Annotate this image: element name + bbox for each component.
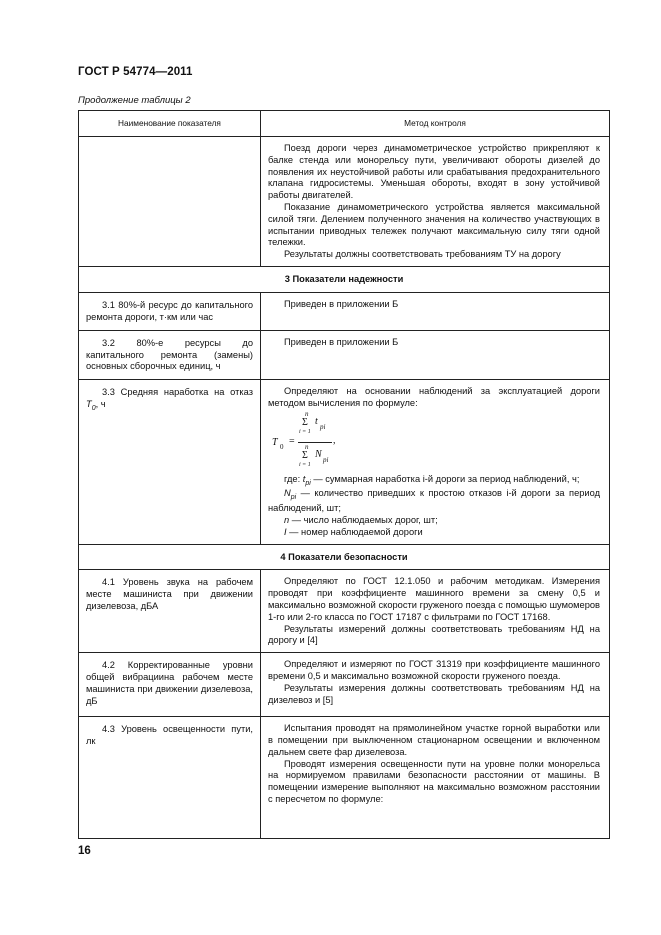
formula-upper-n: n <box>305 442 309 451</box>
formula-sigma: Σ <box>302 416 308 428</box>
section-row <box>79 266 610 292</box>
mtbf-formula <box>272 411 600 471</box>
method-cell <box>261 380 610 544</box>
method-paragraph: Испытания проводят на прямолинейном участке горной выработки или в помещении при выключенном стационарном освещении и включенном дальнем свете фар дизелевоза. <box>268 723 600 757</box>
indicator-name: 4.2 Корректированные уровни общей вибрациина рабочем месте машиниста при движении дизелевоза, дБ <box>79 653 261 717</box>
method-paragraph: Определяют по ГОСТ 12.1.050 и рабочим методикам. Измерения проводят при коэффициенте машинного времени за смену 0,5 и максимально возможной скорости груженого поезда с помощью шумомеров 1-го или 2-го класса по ГОСТ 17187 с фильтрами по ГОСТ 17168. <box>268 576 600 622</box>
indicator-name: 4.3 Уровень освещенности пути, лк <box>79 717 261 839</box>
section-row <box>79 544 610 570</box>
formula-num-var: t <box>315 415 318 427</box>
method-cell <box>261 292 610 330</box>
method-cell <box>261 653 610 717</box>
where-line: I — номер наблюдаемой дороги <box>284 526 423 537</box>
table-row <box>79 292 610 330</box>
formula-upper-n: n <box>305 409 309 418</box>
column-header-method: Метод контроля <box>261 111 610 137</box>
formula-sigma: Σ <box>302 449 308 461</box>
method-paragraph: Результаты измерений должны соответствовать требованиям НД на дорогу и [4] <box>268 623 600 646</box>
where-line: $N_{pi}$ — количество приведших к простою отказов i-й дороги за период наблюдений, шт; <box>268 488 600 514</box>
section-title-safety: 4 Показатели безопасности <box>79 544 610 570</box>
method-cell <box>261 717 610 839</box>
document-header: ГОСТ Р 54774—2011 <box>78 66 193 78</box>
method-paragraph: Приведен в приложении Б <box>284 298 399 309</box>
formula-lower-index: i = 1 <box>299 461 311 468</box>
indicator-name: 4.1 Уровень звука на рабочем месте машиниста при движении дизелевоза, дБА <box>79 570 261 653</box>
formula-fraction-bar <box>298 442 332 443</box>
section-title-reliability: 3 Показатели надежности <box>79 266 610 292</box>
formula-comma: , <box>333 434 336 446</box>
method-paragraph: Проводят измерения освещенности пути на уровне полки монорельса на нормируемом правилами безопасности расстоянии от машины. В помещении измерение выполняют на максимально возможном расстоянии с пересчетом по формуле: <box>268 758 600 804</box>
name-cell-empty <box>79 137 261 267</box>
formula-lhs: T <box>272 436 278 448</box>
table-caption: Продолжение таблицы 2 <box>78 95 191 106</box>
control-methods-table <box>78 110 610 839</box>
formula-lower-index: i = 1 <box>299 428 311 435</box>
table-header-row <box>79 111 610 137</box>
formula-num-sub: pi <box>320 422 326 431</box>
method-cell <box>261 570 610 653</box>
where-line: где: $t_{pi}$ — суммарная наработка i-й дороги за период наблюдений, ч; <box>284 473 580 487</box>
method-paragraph: Результаты должны соответствовать требованиям ТУ на дорогу <box>284 249 561 260</box>
method-paragraph: Определяют и измеряют по ГОСТ 31319 при коэффициенте машинного времени 0,5 и максимально возможной скорости груженого поезда. <box>268 659 600 681</box>
where-line: n — число наблюдаемых дорог, шт; <box>284 515 438 526</box>
formula-den-sub: pi <box>323 455 329 464</box>
method-cell <box>261 330 610 379</box>
method-cell <box>261 137 610 267</box>
table-row <box>79 653 610 717</box>
table-row <box>79 717 610 839</box>
page-number: 16 <box>78 845 91 857</box>
formula-lhs-sub: 0 <box>280 442 284 451</box>
table-row <box>79 137 610 267</box>
table-row <box>79 380 610 544</box>
formula-equals: = <box>289 435 295 447</box>
table-row <box>79 570 610 653</box>
indicator-name: 3.3 Средняя наработка на отказ $T_0$, ч <box>79 380 261 544</box>
method-paragraph: Приведен в приложении Б <box>284 336 399 347</box>
formula-den-var: N <box>315 448 322 460</box>
indicator-name: 3.2 80%-е ресурсы до капитального ремонта (замены) основных сборочных единиц, ч <box>79 330 261 379</box>
table-row <box>79 330 610 379</box>
method-paragraph: Показание динамометрического устройства является максимальной силой тяги. Делением полученного значения на количество участвующих в испытании приводных тележек получают максимальную силу тяги одной тележки. <box>268 201 600 248</box>
method-paragraph: Результаты измерения должны соответствовать требованиям НД на дизелевоз и [5] <box>268 682 600 705</box>
method-paragraph: Поезд дороги через динамометрическое устройство прикрепляют к балке стенда или монорельсу пути, увеличивают обороты дизелей до появления их неустойчивой работы или срабатывания предохранительного клапана гидросистемы. Уменьшая обороты, входят в зону устойчивой работы двигателей. <box>268 143 600 201</box>
indicator-name: 3.1 80%-й ресурс до капитального ремонта дороги, т·км или час <box>79 292 261 330</box>
column-header-name: Наименование показателя <box>79 111 261 137</box>
method-paragraph: Определяют на основании наблюдений за эксплуатацией дороги методом вычисления по формуле: <box>268 386 600 408</box>
